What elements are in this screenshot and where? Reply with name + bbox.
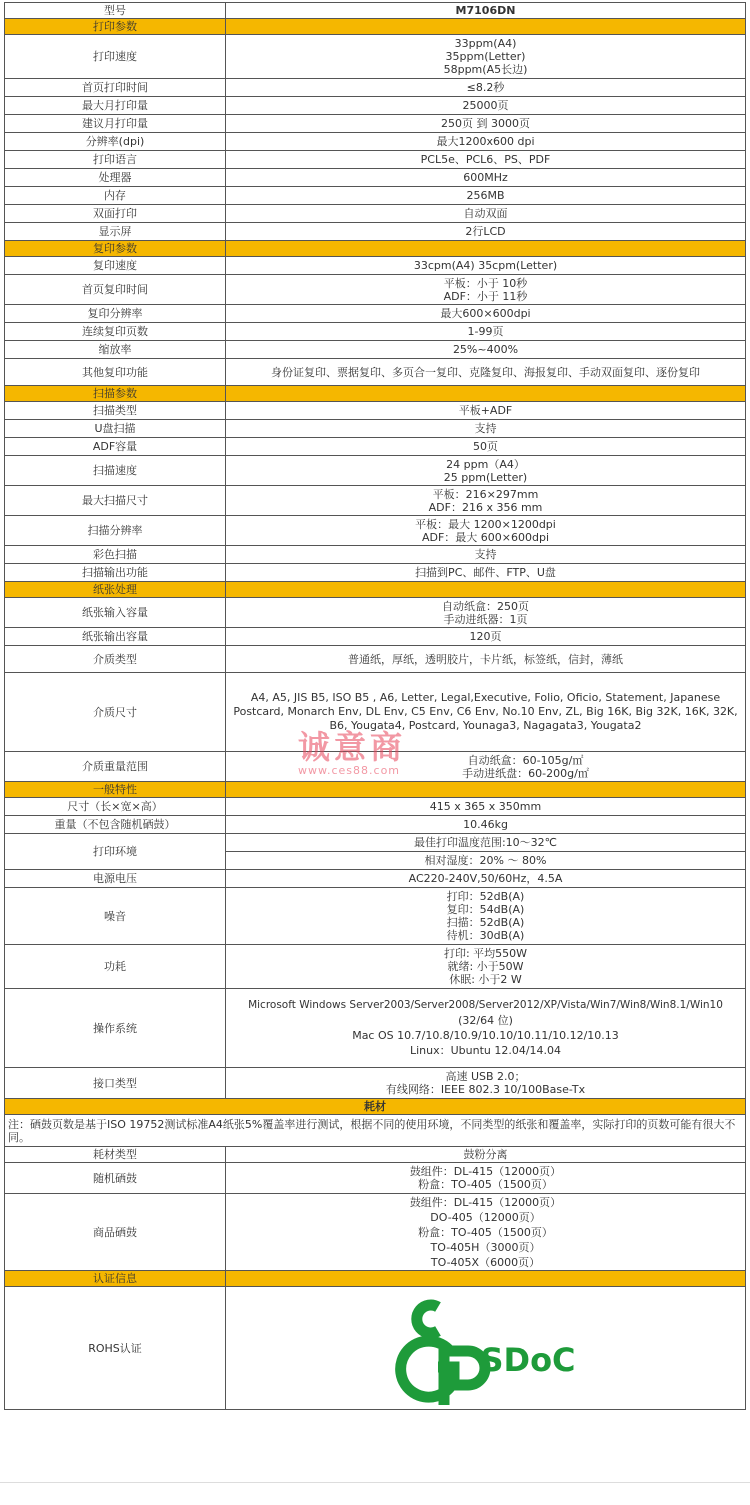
spec-label: 扫描输出功能 (5, 564, 226, 582)
spec-value: 高速 USB 2.0； 有线网络：IEEE 802.3 10/100Base-Tx (226, 1068, 746, 1099)
spec-row (5, 341, 746, 359)
spec-label: 彩色扫描 (5, 546, 226, 564)
spec-value: PCL5e、PCL6、PS、PDF (226, 151, 746, 169)
spec-value: 身份证复印、票据复印、多页合一复印、克隆复印、海报复印、手动双面复印、逐份复印 (226, 359, 746, 386)
spec-value: 25%~400% (226, 341, 746, 359)
spec-row (5, 35, 746, 79)
spec-row (5, 486, 746, 516)
watermark-text: 诚意商 (298, 728, 407, 766)
spec-row (5, 420, 746, 438)
spec-label: 缩放率 (5, 341, 226, 359)
spec-value: AC220-240V,50/60Hz，4.5A (226, 870, 746, 888)
spec-value: 平板：最大 1200×1200dpi ADF：最大 600×600dpi (226, 516, 746, 546)
watermark-url: www.ces88.com (298, 764, 401, 777)
spec-value: 33ppm(A4) 35ppm(Letter) 58ppm(A5长边) (226, 35, 746, 79)
section-title: 打印参数 (5, 19, 226, 35)
spec-label: 扫描类型 (5, 402, 226, 420)
spec-value: 打印：52dB(A) 复印：54dB(A) 扫描：52dB(A) 待机：30dB(A) (226, 888, 746, 945)
spec-value: 415 x 365 x 350mm (226, 798, 746, 816)
model-label: 型号 (5, 3, 226, 19)
spec-value: 自动纸盒：60-105g/㎡ 手动进纸盘：60-200g/㎡ (226, 752, 746, 782)
spec-value: 自动双面 (226, 205, 746, 223)
spec-row (5, 1163, 746, 1194)
spec-label: 分辨率(dpi) (5, 133, 226, 151)
spec-label: 介质重量范围 (5, 752, 226, 782)
section-scan (5, 386, 746, 402)
spec-value: ≤8.2秒 (226, 79, 746, 97)
spec-value: 256MB (226, 187, 746, 205)
spec-label: ROHS认证 (5, 1287, 226, 1410)
spec-value: 24 ppm（A4） 25 ppm(Letter) (226, 456, 746, 486)
spec-row (5, 323, 746, 341)
spec-row (5, 1194, 746, 1271)
section-consumables (5, 1099, 746, 1115)
section-general (5, 782, 746, 798)
model-value: M7106DN (226, 3, 746, 19)
spec-row (5, 516, 746, 546)
spec-label: 最大月打印量 (5, 97, 226, 115)
spec-label: 功耗 (5, 945, 226, 989)
spec-value: 相对湿度：20% ～ 80% (226, 852, 746, 870)
spec-label: 介质尺寸 (5, 673, 226, 752)
spec-row (5, 359, 746, 386)
spec-label: 打印速度 (5, 35, 226, 79)
spec-value: 2行LCD (226, 223, 746, 241)
spec-label: 打印语言 (5, 151, 226, 169)
spec-row (5, 223, 746, 241)
spec-label: 双面打印 (5, 205, 226, 223)
spec-label: 纸张输出容量 (5, 628, 226, 646)
spec-value: 扫描到PC、邮件、FTP、U盘 (226, 564, 746, 582)
spec-label: 扫描分辨率 (5, 516, 226, 546)
spec-value: 鼓组件：DL-415（12000页） DO-405（12000页） 粉盒：TO-405（1500页） TO-405H（3000页） TO-405X（6000页） (226, 1194, 746, 1271)
spec-row (5, 628, 746, 646)
consumables-note: 注：硒鼓页数是基于ISO 19752测试标准A4纸张5%覆盖率进行测试，根据不同的使用环境，不同类型的纸张和覆盖率，实际打印的页数可能有很大不同。 (5, 1115, 746, 1147)
spec-value: 平板：216×297mm ADF：216 x 356 mm (226, 486, 746, 516)
spec-value: 平板：小于 10秒 ADF：小于 11秒 (226, 275, 746, 305)
spec-label: ADF容量 (5, 438, 226, 456)
spec-label: 其他复印功能 (5, 359, 226, 386)
svg-text:SDoC: SDoC (479, 1341, 576, 1379)
note-row (5, 1115, 746, 1147)
spec-row (5, 456, 746, 486)
divider (0, 1482, 750, 1483)
spec-value: 600MHz (226, 169, 746, 187)
spec-label: 首页复印时间 (5, 275, 226, 305)
spec-label: 扫描速度 (5, 456, 226, 486)
spec-row (5, 151, 746, 169)
spec-value: 50页 (226, 438, 746, 456)
section-cert (5, 1271, 746, 1287)
spec-row (5, 115, 746, 133)
section-title: 耗材 (5, 1099, 746, 1115)
spec-row (5, 1287, 746, 1410)
section-title: 认证信息 (5, 1271, 226, 1287)
spec-value: 鼓组件：DL-415（12000页） 粉盒：TO-405（1500页） (226, 1163, 746, 1194)
spec-label: 首页打印时间 (5, 79, 226, 97)
spec-table (4, 2, 746, 1410)
spec-row (5, 564, 746, 582)
spec-row (5, 546, 746, 564)
spec-row (5, 305, 746, 323)
spec-value: 最大1200x600 dpi (226, 133, 746, 151)
spec-value: 10.46kg (226, 816, 746, 834)
spec-label: 耗材类型 (5, 1147, 226, 1163)
section-title: 扫描参数 (5, 386, 226, 402)
section-title: 复印参数 (5, 241, 226, 257)
spec-label: 接口类型 (5, 1068, 226, 1099)
spec-row (5, 989, 746, 1068)
spec-label: 连续复印页数 (5, 323, 226, 341)
spec-label: U盘扫描 (5, 420, 226, 438)
section-title: 一般特性 (5, 782, 226, 798)
spec-value: 打印: 平均550W 就绪: 小于50W 休眠: 小于2 W (226, 945, 746, 989)
spec-row (5, 205, 746, 223)
spec-row (5, 275, 746, 305)
spec-value: 最佳打印温度范围:10～32℃ (226, 834, 746, 852)
spec-row (5, 945, 746, 989)
spec-row (5, 888, 746, 945)
spec-row (5, 798, 746, 816)
spec-row (5, 97, 746, 115)
spec-value: 平板+ADF (226, 402, 746, 420)
spec-label: 尺寸（长×宽×高） (5, 798, 226, 816)
rohs-logo-cell (226, 1287, 746, 1410)
spec-value: 250页 到 3000页 (226, 115, 746, 133)
section-title: 纸张处理 (5, 582, 226, 598)
spec-value: 120页 (226, 628, 746, 646)
spec-row (5, 816, 746, 834)
spec-label: 商品硒鼓 (5, 1194, 226, 1271)
spec-label: 最大扫描尺寸 (5, 486, 226, 516)
spec-row (5, 257, 746, 275)
spec-label: 噪音 (5, 888, 226, 945)
spec-value: 支持 (226, 546, 746, 564)
spec-row (5, 834, 746, 852)
spec-label: 电源电压 (5, 870, 226, 888)
spec-row (5, 752, 746, 782)
spec-value: 最大600×600dpi (226, 305, 746, 323)
spec-label: 纸张输入容量 (5, 598, 226, 628)
spec-row (5, 133, 746, 151)
gp-sdoc-logo-icon (376, 1289, 596, 1407)
spec-row (5, 673, 746, 752)
spec-value: Microsoft Windows Server2003/Server2008/Server2012/XP/Vista/Win7/Win8/Win8.1/Win10 (32/64 位) Mac OS 10.7/10.8/10.9/10.10/10.11/10.12/10.13 Linux：Ubuntu 12.04/14.04 (226, 989, 746, 1068)
spec-value: 25000页 (226, 97, 746, 115)
spec-value: 普通纸，厚纸，透明胶片，卡片纸，标签纸，信封，薄纸 (226, 646, 746, 673)
spec-label: 内存 (5, 187, 226, 205)
spec-value: 1-99页 (226, 323, 746, 341)
spec-label: 重量（不包含随机硒鼓） (5, 816, 226, 834)
spec-value: 33cpm(A4) 35cpm(Letter) (226, 257, 746, 275)
spec-label: 复印速度 (5, 257, 226, 275)
section-copy (5, 241, 746, 257)
spec-label: 显示屏 (5, 223, 226, 241)
model-row (5, 3, 746, 19)
spec-row (5, 169, 746, 187)
spec-label: 打印环境 (5, 834, 226, 870)
spec-label: 操作系统 (5, 989, 226, 1068)
spec-row (5, 870, 746, 888)
spec-label: 介质类型 (5, 646, 226, 673)
spec-value: A4, A5, JIS B5, ISO B5 , A6, Letter, Legal,Executive, Folio, Oficio, Statement, Japanese Postcard, Monarch Env, DL Env, C5 Env, C6 Env, No.10 Env, ZL, Big 16K, Big 32K, 16K, 32K, B6, Yougata4, Postcard, Younaga3, Nagagata3, Yougata2 (226, 673, 746, 752)
spec-row (5, 187, 746, 205)
spec-row (5, 79, 746, 97)
spec-row (5, 402, 746, 420)
spec-row (5, 646, 746, 673)
spec-row (5, 438, 746, 456)
spec-row (5, 1068, 746, 1099)
spec-row (5, 598, 746, 628)
section-paper (5, 582, 746, 598)
spec-value: 支持 (226, 420, 746, 438)
spec-label: 随机硒鼓 (5, 1163, 226, 1194)
spec-value: 鼓粉分离 (226, 1147, 746, 1163)
spec-label: 建议月打印量 (5, 115, 226, 133)
spec-value: 自动纸盒：250页 手动进纸器：1页 (226, 598, 746, 628)
spec-label: 处理器 (5, 169, 226, 187)
section-print (5, 19, 746, 35)
spec-label: 复印分辨率 (5, 305, 226, 323)
spec-row (5, 1147, 746, 1163)
